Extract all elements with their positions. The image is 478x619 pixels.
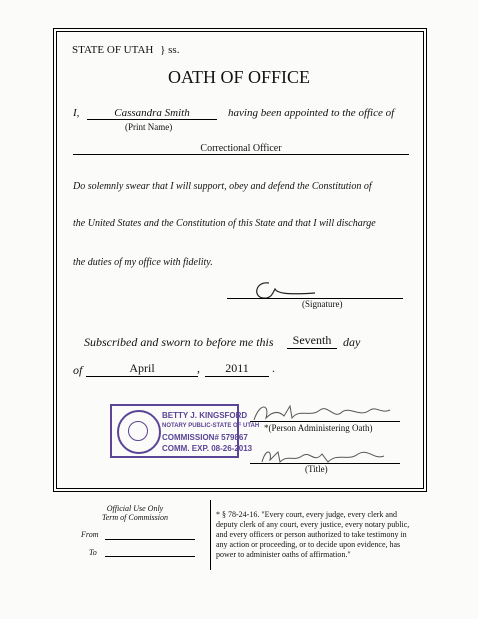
signature-caption: (Signature) [302, 299, 343, 309]
state-name: STATE OF UTAH [72, 44, 154, 56]
utah-seal-icon [117, 410, 161, 454]
notary-commission: COMMISSION# 579867 [162, 433, 248, 442]
to-label: To [89, 548, 97, 557]
period-glyph: . [272, 361, 275, 375]
of-label: of [73, 363, 83, 377]
print-name-caption: (Print Name) [125, 122, 173, 132]
footnote-line-2: deputy clerk of any court, every justice, every notary public, [216, 520, 410, 529]
notary-title: NOTARY PUBLIC-STATE OF UTAH [162, 423, 260, 429]
footnote-line-4: any action or proceeding, or to decide upon evidence, has [216, 540, 401, 549]
brace-glyph: } [160, 44, 166, 56]
footnote-line-1: * § 78-24-16. "Every court, every judge, every clerk and [216, 510, 397, 519]
footnote-line-3: and every officers or person authorized to take testimony in [216, 530, 407, 539]
administering-line [250, 421, 400, 422]
comma-glyph: , [197, 361, 200, 375]
administering-caption: *(Person Administering Oath) [264, 423, 373, 433]
appointee-prefix: I, [73, 107, 80, 119]
oath-line-1: Do solemnly swear that I will support, obey and defend the Constitution of [73, 181, 372, 192]
notary-stamp [110, 404, 260, 458]
footnote-line-5: power to administer oaths of affirmation." [216, 550, 351, 559]
footnote-statute [216, 510, 409, 560]
appointee-name: Cassandra Smith [87, 107, 217, 120]
footer-divider [210, 500, 211, 570]
oath-line-3: the duties of my office with fidelity. [73, 257, 213, 268]
state-header [72, 44, 179, 56]
title-caption: (Title) [305, 464, 328, 474]
day-label: day [343, 335, 361, 349]
appointment-text: having been appointed to the office of [228, 107, 395, 119]
notary-expiration: COMM. EXP. 08-26-2013 [162, 444, 253, 453]
sworn-text: Subscribed and sworn to before me this [84, 335, 274, 349]
from-label: From [81, 530, 99, 539]
ss-label: ss. [168, 44, 180, 56]
oath-line-2: the United States and the Constitution of this State and that I will discharge [73, 218, 376, 229]
sworn-month: April [86, 361, 198, 377]
term-heading: Term of Commission [102, 513, 168, 522]
sworn-day: Seventh [287, 333, 337, 349]
page-title: OATH OF OFFICE [167, 67, 311, 87]
notary-name: BETTY J. KINGSFORD [162, 411, 248, 420]
office-name: Correctional Officer [73, 143, 409, 155]
from-field [105, 539, 195, 540]
to-field [105, 556, 195, 557]
sworn-year: 2011 [205, 361, 269, 377]
official-use-heading: Official Use Only [106, 504, 164, 513]
